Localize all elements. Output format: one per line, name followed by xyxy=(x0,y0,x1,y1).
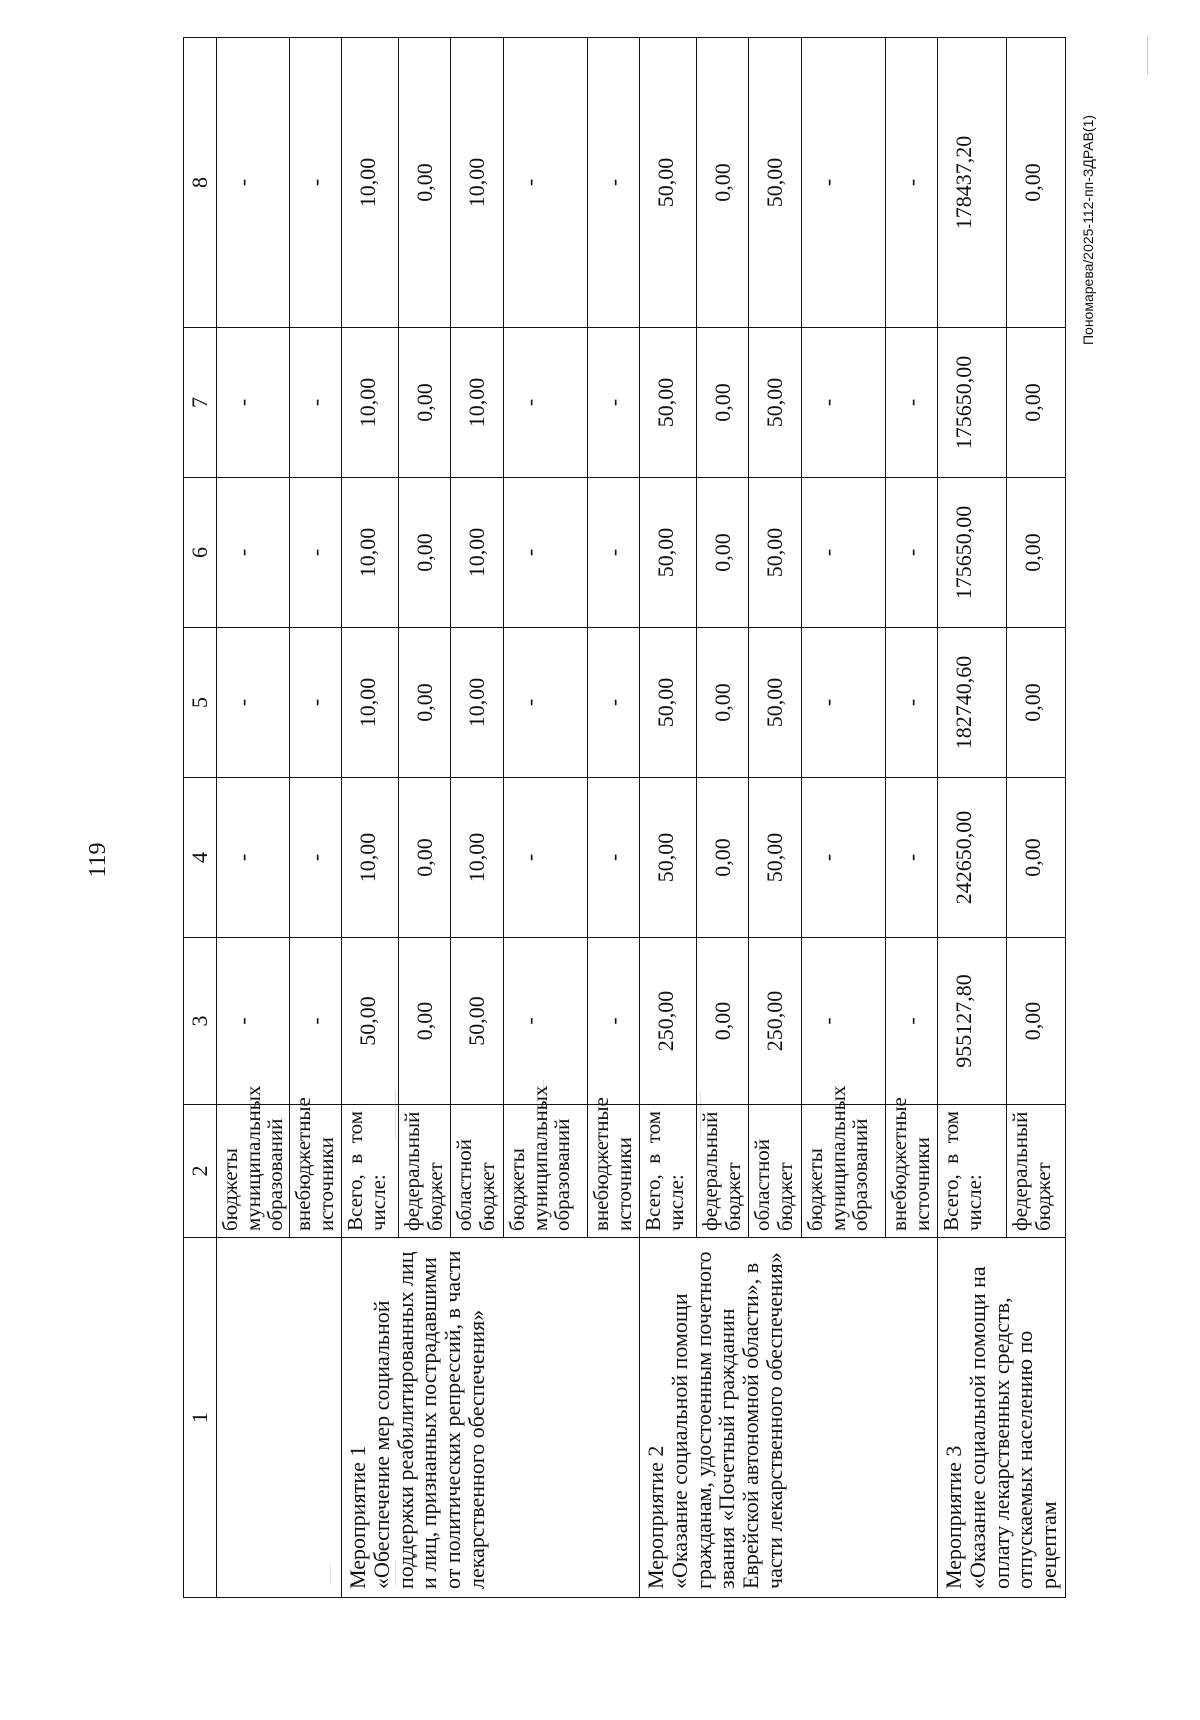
value-cell-col-7: - xyxy=(588,328,640,478)
value-cell-col-5: 182740,60 xyxy=(938,628,1007,778)
value-cell-col-6: 10,00 xyxy=(451,478,504,628)
value-cell-col-4: 242650,00 xyxy=(938,778,1007,938)
value-cell-col-5: - xyxy=(290,628,342,778)
value-cell-col-5: 50,00 xyxy=(640,628,697,778)
value-cell-col-4: 50,00 xyxy=(749,778,802,938)
funding-source-cell: федеральный бюджет xyxy=(399,1105,451,1238)
activity-text: «Оказание социальной помощи гражданам, удостоенным почетного звания «Почетный гражданин Еврейской автономной области», в части лекарственного обеспечения» xyxy=(666,1251,787,1589)
column-header-7: 7 xyxy=(184,328,217,478)
column-header-4: 4 xyxy=(184,778,217,938)
value-cell-col-3: 250,00 xyxy=(749,938,802,1105)
value-cell-col-5: 10,00 xyxy=(342,628,399,778)
value-cell-col-7: 50,00 xyxy=(640,328,697,478)
value-cell-col-3: - xyxy=(290,938,342,1105)
value-cell-col-6: 0,00 xyxy=(1007,478,1065,628)
funding-source-cell: федеральный бюджет xyxy=(697,1105,749,1238)
value-cell-col-7: 50,00 xyxy=(749,328,802,478)
funding-source-cell: Всего, в том числе: xyxy=(640,1105,697,1238)
column-header-8: 8 xyxy=(184,38,217,328)
value-cell-col-6: - xyxy=(802,478,886,628)
activity-description-cell xyxy=(217,1238,342,1598)
value-cell-col-3: - xyxy=(217,938,290,1105)
column-header-2: 2 xyxy=(184,1105,217,1238)
table-row xyxy=(342,38,399,1598)
funding-source-cell: Всего, в том числе: xyxy=(938,1105,1007,1238)
funding-source-cell: бюджеты муниципальных образований xyxy=(802,1105,886,1238)
funding-source-cell: внебюджетные источники xyxy=(886,1105,938,1238)
value-cell-col-8: - xyxy=(504,38,588,328)
value-cell-col-3: - xyxy=(886,938,938,1105)
value-cell-col-5: 50,00 xyxy=(749,628,802,778)
value-cell-col-7: 0,00 xyxy=(1007,328,1065,478)
value-cell-col-7: - xyxy=(886,328,938,478)
value-cell-col-6: 175650,00 xyxy=(938,478,1007,628)
value-cell-col-8: 10,00 xyxy=(342,38,399,328)
value-cell-col-7: - xyxy=(802,328,886,478)
column-header-5: 5 xyxy=(184,628,217,778)
value-cell-col-3: 0,00 xyxy=(697,938,749,1105)
value-cell-col-6: 50,00 xyxy=(640,478,697,628)
value-cell-col-3: - xyxy=(504,938,588,1105)
activity-title: Мероприятие 3 xyxy=(941,1445,967,1589)
value-cell-col-8: - xyxy=(588,38,640,328)
value-cell-col-4: - xyxy=(802,778,886,938)
value-cell-col-3: 50,00 xyxy=(451,938,504,1105)
value-cell-col-8: - xyxy=(886,38,938,328)
value-cell-col-8: 10,00 xyxy=(451,38,504,328)
value-cell-col-8: - xyxy=(290,38,342,328)
value-cell-col-8: 0,00 xyxy=(399,38,451,328)
value-cell-col-5: - xyxy=(886,628,938,778)
table-body xyxy=(217,38,1066,1598)
funding-source-cell: федеральный бюджет xyxy=(1007,1105,1065,1238)
value-cell-col-4: - xyxy=(217,778,290,938)
value-cell-col-4: - xyxy=(588,778,640,938)
value-cell-col-4: - xyxy=(886,778,938,938)
value-cell-col-8: 178437,20 xyxy=(938,38,1007,328)
table-row xyxy=(938,38,1007,1598)
activity-title: Мероприятие 2 xyxy=(643,1445,669,1589)
value-cell-col-6: 0,00 xyxy=(399,478,451,628)
activity-description-cell xyxy=(938,1238,1066,1598)
value-cell-col-3: - xyxy=(802,938,886,1105)
value-cell-col-5: 0,00 xyxy=(697,628,749,778)
value-cell-col-4: 10,00 xyxy=(342,778,399,938)
value-cell-col-4: 10,00 xyxy=(451,778,504,938)
value-cell-col-4: - xyxy=(290,778,342,938)
value-cell-col-4: - xyxy=(504,778,588,938)
value-cell-col-7: 10,00 xyxy=(342,328,399,478)
value-cell-col-3: 250,00 xyxy=(640,938,697,1105)
activity-text: «Обеспечение мер социальной поддержки реабилитированных лиц и лиц, признанных пострадавшими от политических репрессий, в части лекарственного обеспечения» xyxy=(368,1250,489,1589)
value-cell-col-8: 50,00 xyxy=(640,38,697,328)
value-cell-col-5: - xyxy=(802,628,886,778)
column-header-1: 1 xyxy=(184,1238,217,1598)
funding-source-cell: бюджеты муниципальных образований xyxy=(217,1105,290,1238)
value-cell-col-5: 10,00 xyxy=(451,628,504,778)
value-cell-col-5: - xyxy=(217,628,290,778)
value-cell-col-7: - xyxy=(504,328,588,478)
value-cell-col-7: 0,00 xyxy=(697,328,749,478)
column-header-3: 3 xyxy=(184,938,217,1105)
activity-title: Мероприятие 1 xyxy=(345,1445,371,1589)
document-code: Пономарева/2025-112-пп-ЗДРАВ(1) xyxy=(1080,114,1096,346)
value-cell-col-3: 0,00 xyxy=(1007,938,1065,1105)
value-cell-col-4: 0,00 xyxy=(399,778,451,938)
value-cell-col-4: 50,00 xyxy=(640,778,697,938)
value-cell-col-3: 0,00 xyxy=(399,938,451,1105)
budget-table-rotated xyxy=(183,38,1062,1598)
value-cell-col-7: 10,00 xyxy=(451,328,504,478)
value-cell-col-3: 50,00 xyxy=(342,938,399,1105)
value-cell-col-7: 0,00 xyxy=(399,328,451,478)
value-cell-col-5: - xyxy=(504,628,588,778)
value-cell-col-8: - xyxy=(217,38,290,328)
budget-table xyxy=(183,37,1066,1598)
table-row xyxy=(217,38,290,1598)
value-cell-col-7: - xyxy=(290,328,342,478)
activity-description-cell xyxy=(342,1238,640,1598)
funding-source-cell: областной бюджет xyxy=(749,1105,802,1238)
value-cell-col-7: - xyxy=(217,328,290,478)
activity-text: «Оказание социальной помощи на оплату лекарственных средств, отпускаемых населению по рецептам xyxy=(964,1266,1062,1589)
activity-description-cell xyxy=(640,1238,938,1598)
scan-edge-mark xyxy=(1147,35,1148,75)
value-cell-col-3: 955127,80 xyxy=(938,938,1007,1105)
value-cell-col-6: - xyxy=(504,478,588,628)
funding-source-cell: внебюджетные источники xyxy=(290,1105,342,1238)
value-cell-col-6: - xyxy=(886,478,938,628)
value-cell-col-8: 50,00 xyxy=(749,38,802,328)
value-cell-col-7: 175650,00 xyxy=(938,328,1007,478)
value-cell-col-5: 0,00 xyxy=(1007,628,1065,778)
value-cell-col-5: 0,00 xyxy=(399,628,451,778)
value-cell-col-6: - xyxy=(588,478,640,628)
value-cell-col-6: 50,00 xyxy=(749,478,802,628)
value-cell-col-4: 0,00 xyxy=(697,778,749,938)
funding-source-cell: бюджеты муниципальных образований xyxy=(504,1105,588,1238)
value-cell-col-6: - xyxy=(217,478,290,628)
value-cell-col-3: - xyxy=(588,938,640,1105)
column-header-6: 6 xyxy=(184,478,217,628)
value-cell-col-6: 0,00 xyxy=(697,478,749,628)
value-cell-col-6: - xyxy=(290,478,342,628)
table-header-row xyxy=(184,38,217,1598)
funding-source-cell: областной бюджет xyxy=(451,1105,504,1238)
table-row xyxy=(640,38,697,1598)
value-cell-col-8: 0,00 xyxy=(697,38,749,328)
value-cell-col-8: 0,00 xyxy=(1007,38,1065,328)
value-cell-col-4: 0,00 xyxy=(1007,778,1065,938)
page-number: 119 xyxy=(85,842,111,878)
funding-source-cell: Всего, в том числе: xyxy=(342,1105,399,1238)
value-cell-col-5: - xyxy=(588,628,640,778)
value-cell-col-6: 10,00 xyxy=(342,478,399,628)
value-cell-col-8: - xyxy=(802,38,886,328)
funding-source-cell: внебюджетные источники xyxy=(588,1105,640,1238)
